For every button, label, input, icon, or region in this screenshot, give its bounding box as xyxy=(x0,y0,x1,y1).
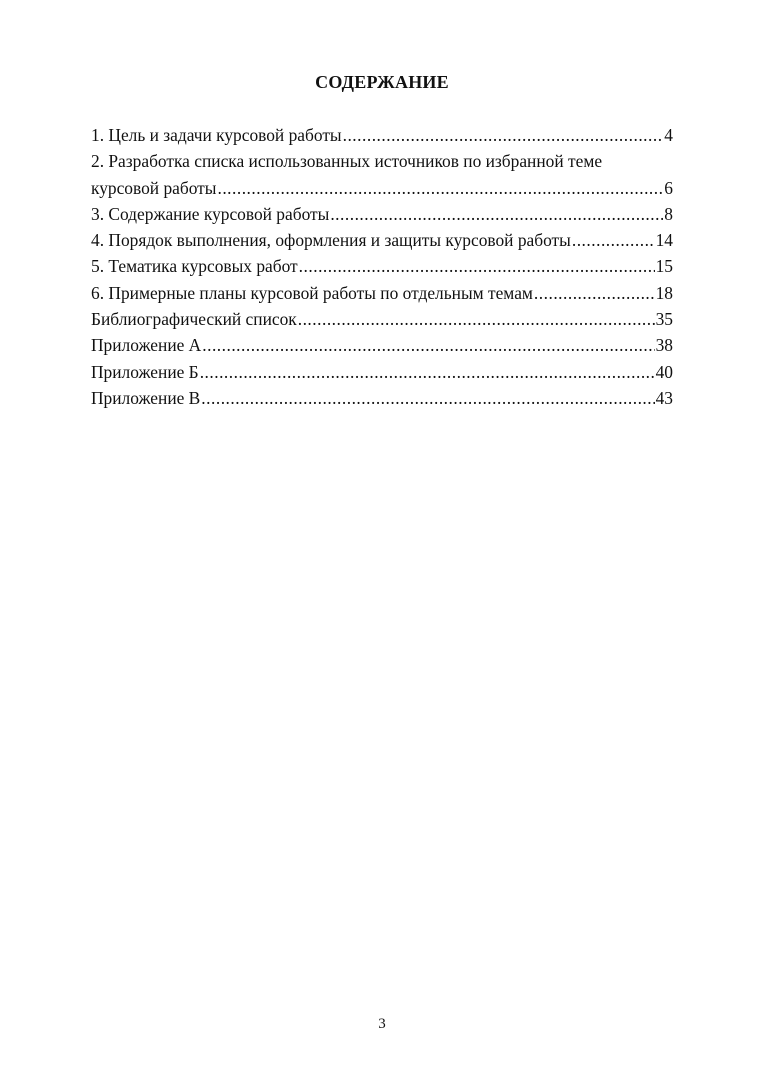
toc-entry-6[interactable] xyxy=(91,280,673,306)
page-number: 3 xyxy=(378,1016,386,1032)
toc-entry-text: 5. Тематика курсовых работ xyxy=(91,256,298,277)
toc-leader-dots xyxy=(217,175,663,201)
toc-page-number: 15 xyxy=(655,256,673,277)
toc-entry-text: Приложение А xyxy=(91,335,202,356)
toc-leader-dots xyxy=(298,306,655,332)
toc-leader-dots xyxy=(200,359,655,385)
toc-page-number: 6 xyxy=(664,177,673,198)
page-title: СОДЕРЖАНИЕ xyxy=(315,72,449,92)
toc-page-number: 35 xyxy=(655,309,673,330)
toc-leader-dots xyxy=(572,227,655,253)
toc-page-number: 38 xyxy=(655,335,673,356)
toc-entry-text: Приложение Б xyxy=(91,361,199,382)
toc-entry-1[interactable] xyxy=(91,122,673,148)
toc-entry-text-first-line: 2. Разработка списка использованных источников по избранной теме xyxy=(91,151,603,172)
toc-leader-dots xyxy=(201,385,654,411)
toc-entry-text: курсовой работы xyxy=(91,177,217,198)
toc-page-number: 40 xyxy=(655,361,673,382)
toc-leader-dots xyxy=(534,280,655,306)
toc-leader-dots xyxy=(343,122,664,148)
toc-entry-2[interactable] xyxy=(91,148,673,201)
toc-entry-4[interactable] xyxy=(91,227,673,253)
toc-leader-dots xyxy=(202,332,654,358)
toc-page-number: 18 xyxy=(655,282,673,303)
toc-page-number: 43 xyxy=(655,387,673,408)
toc-page-number: 4 xyxy=(664,125,673,145)
toc-leader-dots xyxy=(330,201,663,227)
toc-entry-text: 1. Цель и задачи курсовой работы xyxy=(91,125,342,145)
toc-entry-7[interactable] xyxy=(91,306,673,332)
toc-entry-3[interactable] xyxy=(91,201,673,227)
toc-entry-text: 4. Порядок выполнения, оформления и защиты курсовой работы xyxy=(91,230,571,251)
toc-entry-text: 6. Примерные планы курсовой работы по отдельным темам xyxy=(91,282,533,303)
toc-entry-9[interactable] xyxy=(91,359,673,385)
toc-page-number: 14 xyxy=(655,230,673,251)
toc-entry-8[interactable] xyxy=(91,332,673,358)
toc-entry-text: Приложение В xyxy=(91,387,201,408)
table-of-contents xyxy=(91,122,673,411)
toc-entry-10[interactable] xyxy=(91,385,673,411)
toc-page-number: 8 xyxy=(664,203,673,224)
toc-entry-text: Библиографический список xyxy=(91,309,297,330)
toc-entry-text: 3. Содержание курсовой работы xyxy=(91,203,330,224)
toc-entry-5[interactable] xyxy=(91,253,673,279)
toc-leader-dots xyxy=(299,253,655,279)
